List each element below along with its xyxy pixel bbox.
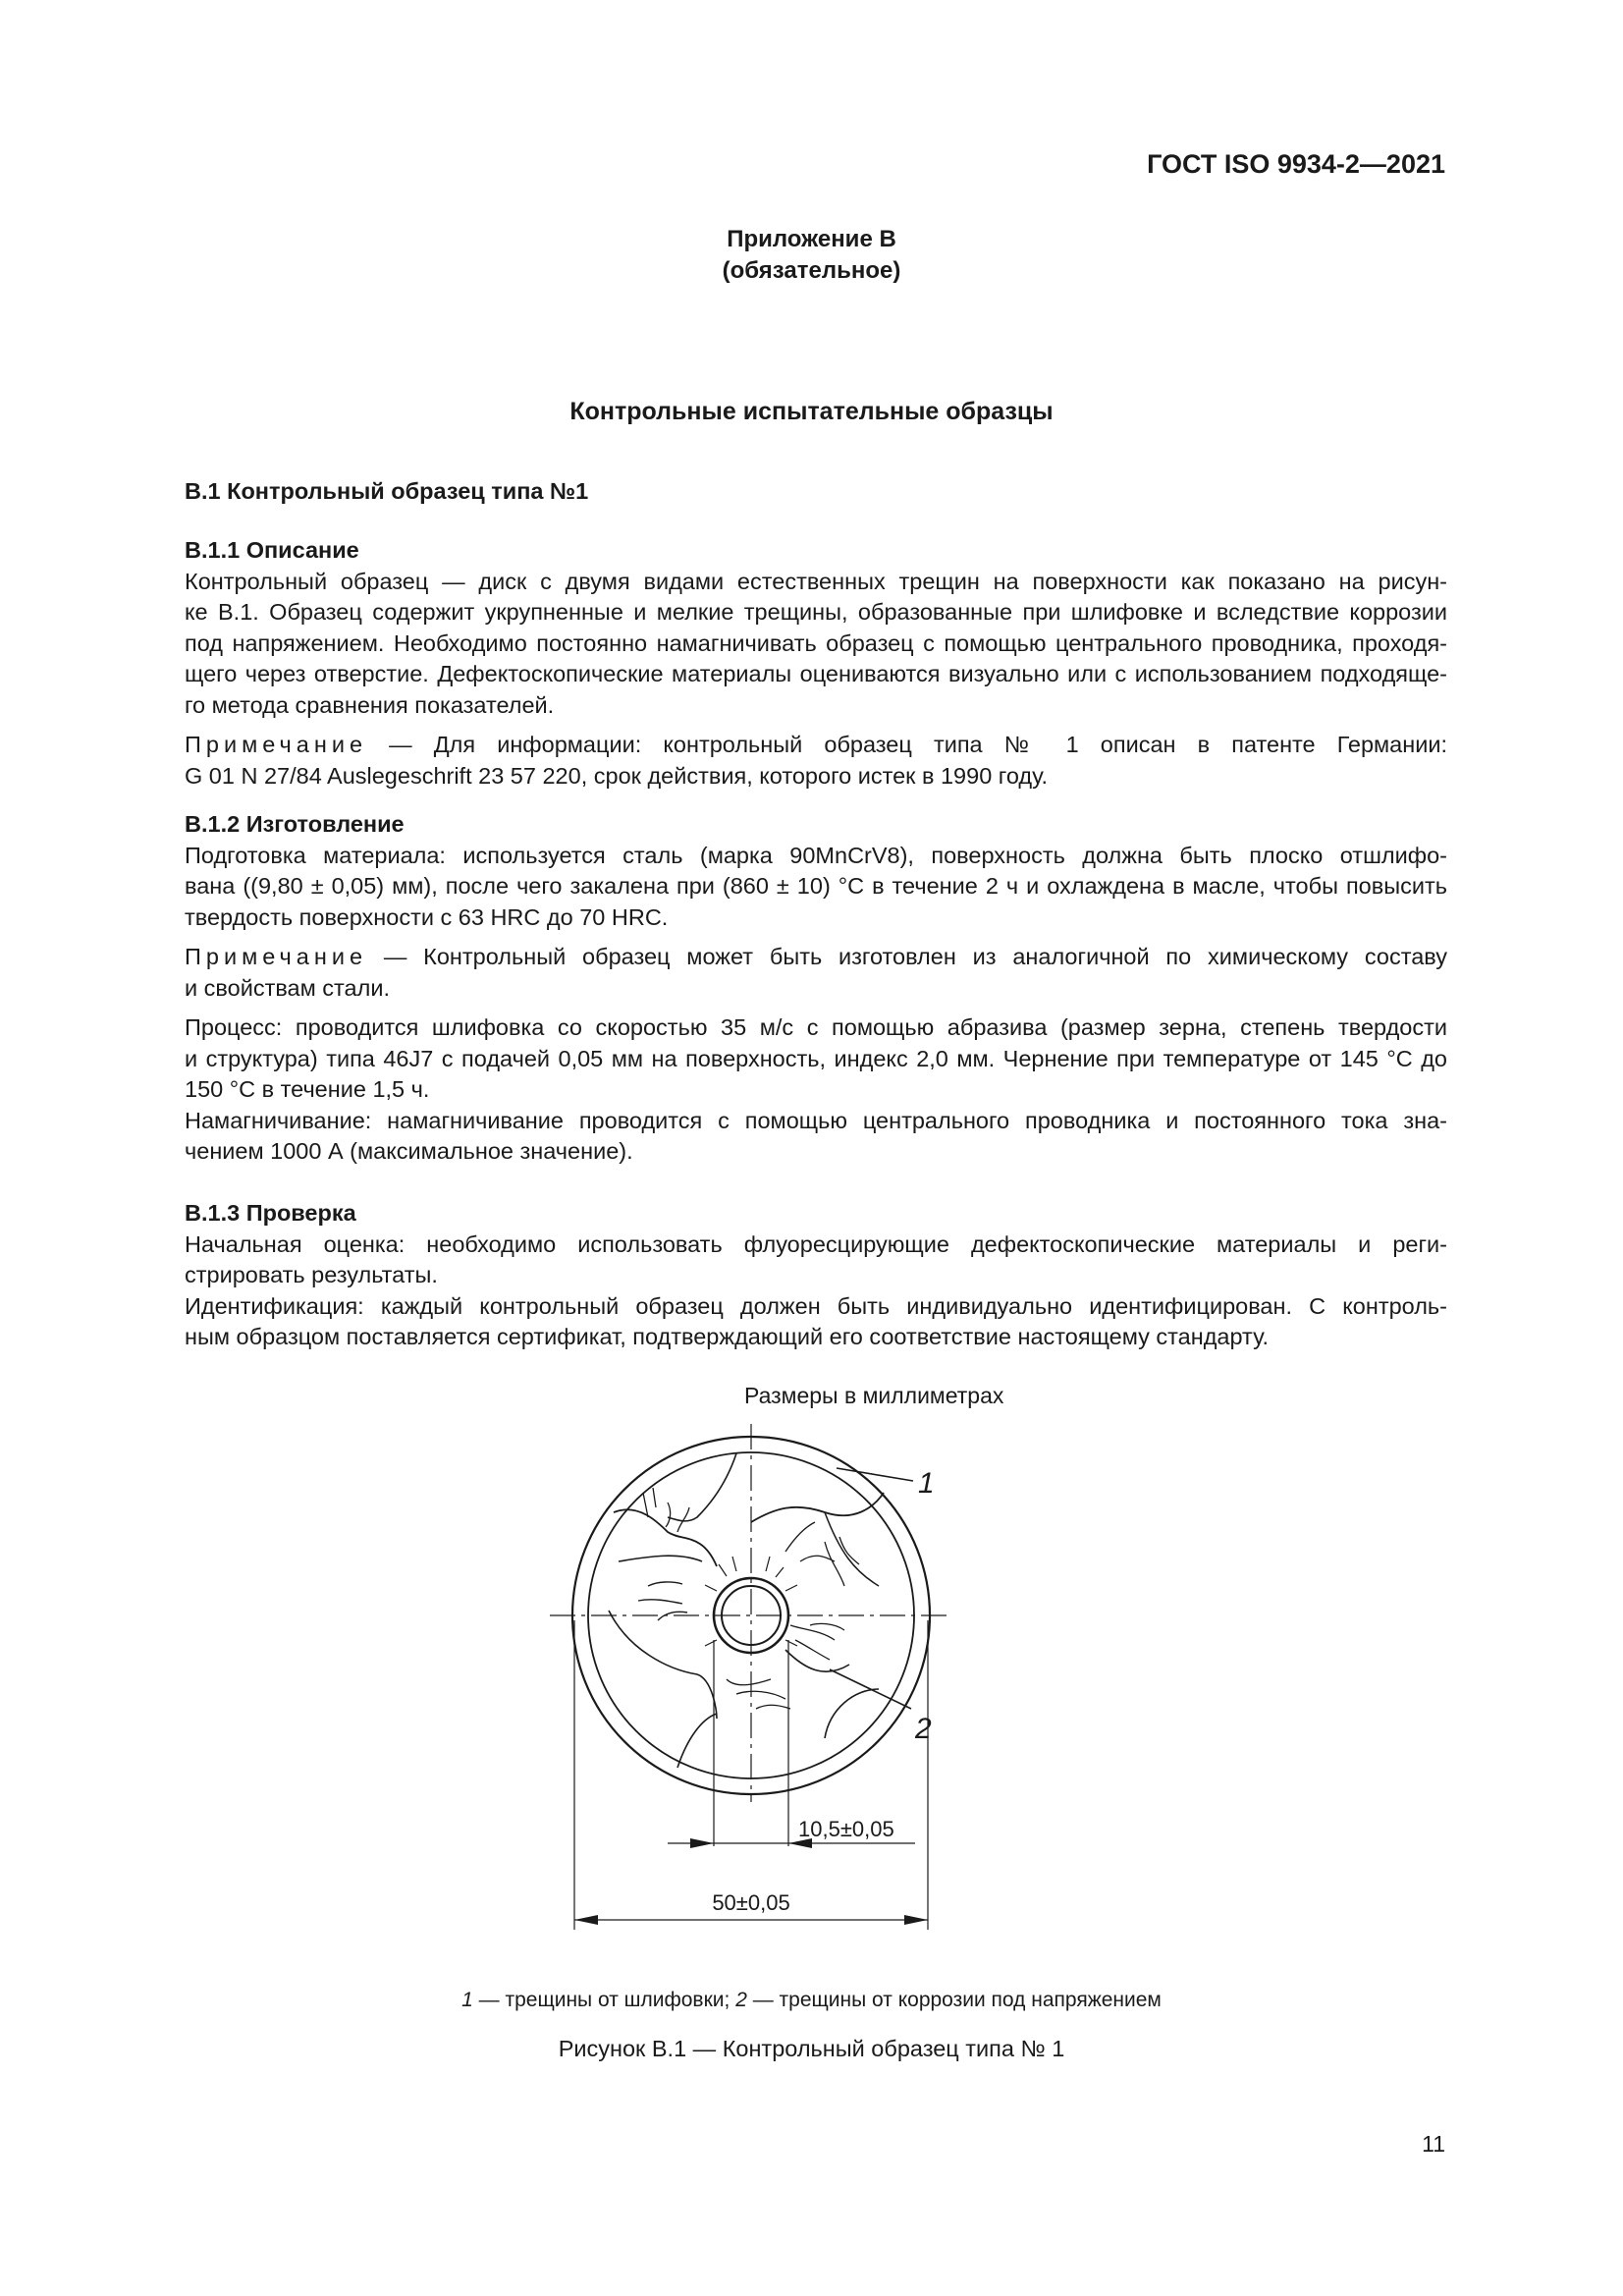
b12-p3-line-1: Намагничивание: намагничивание проводится с помощью центрального проводника и постоянного тока зна- [185,1107,1447,1133]
crack-boundary-9 [825,1689,879,1738]
b11-line-1: Контрольный образец — диск с двумя видами естественных трещин на поверхности как показано на рисун- [185,568,1447,594]
b13-para1 [185,1230,1447,1291]
b13-p1-line-1: Начальная оценка: необходимо использовать флуоресцирующие дефектоскопические материалы и реги- [185,1230,1447,1257]
crack-boundary-3 [668,1453,736,1521]
figure-caption: Рисунок В.1 — Контрольный образец типа № 1 [558,2036,1065,2061]
note-label: Примечание [185,732,368,757]
page-number: 11 [1422,2131,1445,2157]
heading-b13: В.1.3 Проверка [185,1200,356,1226]
b13-para2 [185,1291,1447,1353]
figure-legend [0,1989,1623,2012]
crack-boundary-5 [825,1512,879,1586]
heading-b12: В.1.2 Изготовление [185,811,405,837]
b12-para1 [185,841,1447,934]
dimension-outer-text: 50±0,05 [712,1890,790,1915]
figure-reference-sample [530,1414,1080,1984]
annex-title [0,224,1623,287]
b12-p2-line-2: и структура) типа 46J7 с подачей 0,05 мм на поверхность, индекс 2,0 мм. Чернение при температуре от 145 °С до [185,1045,1447,1071]
b13-p2-line-1 [185,1291,1447,1323]
legend-text-1: — трещины от шлифовки; [472,1989,736,2011]
crack-boundary-8 [677,1714,717,1768]
heading-b11: В.1.1 Описание [185,537,359,563]
figure-label-1: 1 [918,1467,935,1500]
b12-p1-line-1: Подготовка материала: используется сталь (марка 90MnCrV8), поверхность должна быть плоско отшлифо- [185,842,1447,868]
b12-note [185,942,1447,1004]
fine-cracks-5 [727,1679,790,1709]
legend-text-2: — трещины от коррозии под напряжением [746,1989,1162,2011]
b13-p2-text-1: каждый контрольный образец должен быть индивидуально идентифицирован. С контроль- [363,1292,1447,1319]
b11-note [185,730,1447,792]
legend-number-1: 1 [461,1989,473,2011]
annex-status: (обязательное) [722,257,901,284]
document-code: ГОСТ ISO 9934-2—2021 [1147,149,1445,179]
dimension-inner-text: 10,5±0,05 [798,1817,894,1841]
section-b13 [185,1198,1447,1353]
leader-line-2 [830,1669,911,1709]
section-title: Контрольные испытательные образцы [569,398,1054,425]
section-b11 [185,535,1447,792]
b11-paragraph [185,567,1447,722]
b11-line-3: под напряжением. Необходимо постоянно намагничивать образец с помощью центрального проводника, проходя- [185,629,1447,656]
figure-label-2: 2 [915,1713,932,1745]
crack-boundary-6 [609,1611,717,1719]
b11-line-2: ке В.1. Образец содержит укрупненные и мелкие трещины, образованные при шлифовке и вследствие коррозии [185,599,1447,625]
b11-line-4: щего через отверстие. Дефектоскопические материалы оцениваются визуально или с использованием подходяще- [185,661,1447,686]
arrow-inner-left [690,1838,714,1848]
fine-cracks-4 [790,1623,844,1660]
b12-p2-line-3: 150 °С в течение 1,5 ч. [185,1076,430,1102]
b11-note-text-1: — Для информации: контрольный образец типа № 1 описан в патенте Германии: [367,732,1447,757]
identification-label: Идентификация: [185,1292,364,1319]
b12-para2 [185,1012,1447,1106]
heading-b1: В.1 Контрольный образец типа №1 [185,478,589,504]
b12-note-text-2: и свойствам стали. [185,974,390,1001]
b12-note-text-1: — Контрольный образец может быть изготовлен из аналогичной по химическому составу [367,944,1447,969]
legend-number-2: 2 [735,1989,747,2011]
leader-line-1 [837,1468,913,1481]
b12-p1-line-3: твердость поверхности с 63 HRC до 70 HRC. [185,903,669,930]
b11-note-text-2: G 01 N 27/84 Auslegeschrift 23 57 220, срок действия, которого истек в 1990 году. [185,762,1049,789]
fine-cracks-1 [643,1488,689,1532]
b11-note-line-1 [185,730,1447,761]
b13-p2-text-2: ным образцом поставляется сертификат, подтверждающий его соответствие настоящему стандарту. [185,1324,1269,1349]
b12-para3 [185,1106,1447,1168]
b12-p2-line-1: Процесс: проводится шлифовка со скоростью 35 м/с с помощью абразива (размер зерна, степень твердости [185,1014,1447,1040]
b13-p1-line-2: стрировать результаты. [185,1262,438,1287]
note-label: Примечание [185,944,368,969]
crack-boundary-2 [619,1556,702,1561]
section-b12 [185,809,1447,1168]
crack-boundary-1 [614,1509,717,1566]
annex-label: Приложение В [727,226,896,252]
b12-p1-line-2: вана ((9,80 ± 0,05) мм), после чего закалена при (860 ± 10) °С в течение 2 ч и охлаждена в масле, чтобы повысить [185,873,1447,899]
dimensions-note: Размеры в миллиметрах [744,1383,1004,1408]
fine-cracks-3 [638,1582,687,1620]
arrow-outer-right [904,1915,928,1925]
b12-note-line-1 [185,942,1447,973]
fine-cracks-2 [785,1522,859,1586]
b11-line-5: го метода сравнения показателей. [185,691,555,718]
b12-p3-line-2: чением 1000 А (максимальное значение). [185,1138,633,1164]
arrow-outer-left [574,1915,598,1925]
